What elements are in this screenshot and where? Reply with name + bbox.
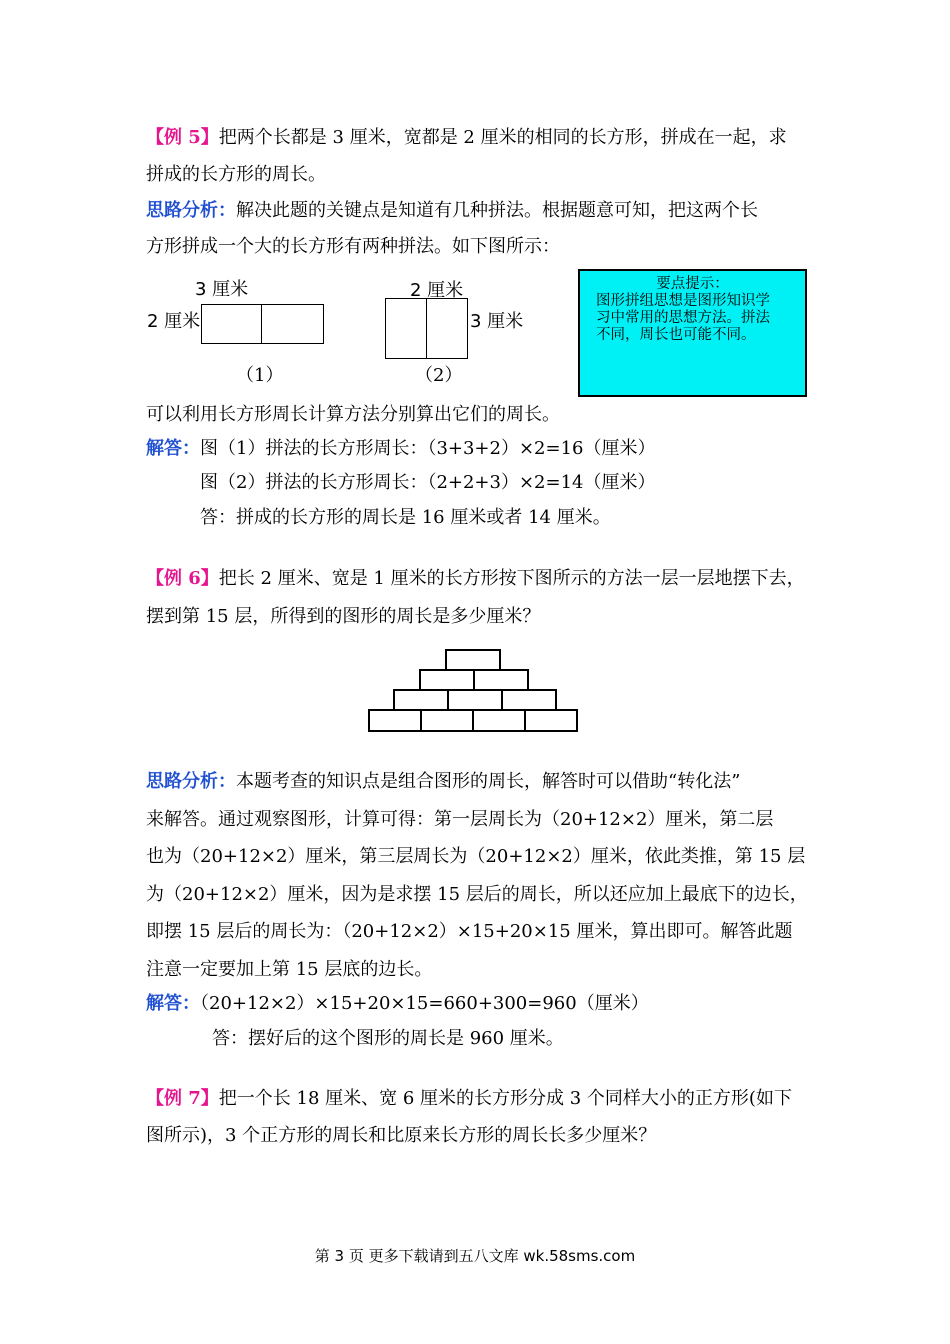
- page-footer: 第 3 页 更多下载请到五八文库 wk.58sms.com: [314, 1247, 636, 1265]
- fig1-top-label: 3 厘米: [195, 279, 249, 300]
- brick-row1: [446, 650, 500, 670]
- ex5-method-line: 可以利用长方形周长计算方法分别算出它们的周长。: [146, 404, 560, 425]
- fig1-rectangle: [201, 304, 324, 344]
- brick-row4-c: [473, 710, 525, 731]
- ex5-analysis-tag: 思路分析：: [146, 200, 236, 221]
- ex6-question-line2: 摆到第 15 层，所得到的图形的周长是多少厘米？: [146, 606, 541, 627]
- ex6-analysis-line6: 注意一定要加上第 15 层底的边长。: [146, 959, 433, 980]
- ex6-analysis-line2: 来解答。通过观察图形，计算可得：第一层周长为（20+12×2）厘米，第二层: [146, 809, 774, 830]
- ex7-question-line1: 【例 7】把一个长 18 厘米、宽 6 厘米的长方形分成 3 个同样大小的正方形(如下: [146, 1088, 792, 1109]
- ex6-answer-tag: 解答：: [146, 993, 200, 1014]
- ex6-question-line1: 【例 6】把长 2 厘米、宽是 1 厘米的长方形按下图所示的方法一层一层地摆下去，: [146, 568, 805, 589]
- brick-row4-b: [421, 710, 473, 731]
- ex6-analysis-line5: 即摆 15 层后的周长为：（20+12×2）×15+20×15 厘米，算出即可。解答此题: [146, 921, 793, 942]
- fig2-divider: [426, 298, 427, 359]
- brick-row3-b: [448, 690, 502, 710]
- ex5-answer-line2: 图（2）拼法的长方形周长：（2+2+3）×2=14（厘米）: [200, 472, 656, 493]
- ex6-analysis-line1: 思路分析：本题考查的知识点是组合图形的周长，解答时可以借助“转化法”: [146, 771, 741, 792]
- tip-line2: 习中常用的思想方法。拼法: [596, 310, 770, 326]
- ex7-tag: 【例 7】: [146, 1088, 219, 1109]
- fig2-top-label: 2 厘米: [410, 280, 464, 301]
- ex6-answer-line1: 解答：（20+12×2）×15+20×15=660+300=960（厘米）: [146, 993, 649, 1014]
- ex5-analysis-line1: 思路分析：解决此题的关键点是知道有几种拼法。根据题意可知，把这两个长: [146, 200, 758, 221]
- ex5-question-line2: 拼成的长方形的周长。: [146, 164, 326, 185]
- ex5-answer-line1: 解答：图（1）拼法的长方形周长：（3+3+2）×2=16（厘米）: [146, 438, 656, 459]
- tip-line1: 图形拼组思想是图形知识学: [596, 293, 770, 309]
- tip-line3: 不同，周长也可能不同。: [596, 327, 756, 343]
- fig1-left-label: 2 厘米: [147, 311, 201, 332]
- ex5-question-line1: 【例 5】把两个长都是 3 厘米，宽都是 2 厘米的相同的长方形，拼成在一起，求: [146, 127, 787, 148]
- ex5-tag: 【例 5】: [146, 127, 219, 148]
- brick-row3-a: [394, 690, 448, 710]
- ex7-question-line2: 图所示)，3 个正方形的周长和比原来长方形的周长长多少厘米？: [146, 1125, 657, 1146]
- brick-row2-a: [420, 670, 474, 690]
- ex5-answer-line3: 答：拼成的长方形的周长是 16 厘米或者 14 厘米。: [200, 507, 611, 528]
- ex6-analysis-line3: 也为（20+12×2）厘米，第三层周长为（20+12×2）厘米，依此类推，第 15 层: [146, 846, 806, 867]
- tip-title: 要点提示：: [656, 276, 729, 292]
- ex5-analysis-line2: 方形拼成一个大的长方形有两种拼法。如下图所示：: [146, 236, 560, 257]
- brick-row4-a: [369, 710, 421, 731]
- fig2-right-label: 3 厘米: [470, 311, 524, 332]
- fig2-caption: （2）: [415, 365, 463, 386]
- fig1-divider: [261, 304, 262, 344]
- brick-pyramid-figure: [360, 644, 586, 738]
- brick-row4-d: [525, 710, 577, 731]
- ex6-analysis-line4: 为（20+12×2）厘米，因为是求摆 15 层后的周长，所以还应加上最底下的边长，: [146, 884, 808, 905]
- fig1-caption: （1）: [236, 365, 284, 386]
- brick-row3-c: [502, 690, 556, 710]
- ex5-answer-tag: 解答：: [146, 438, 200, 459]
- ex6-tag: 【例 6】: [146, 568, 219, 589]
- ex6-analysis-tag: 思路分析：: [146, 771, 236, 792]
- ex6-answer-line2: 答：摆好后的这个图形的周长是 960 厘米。: [212, 1028, 564, 1049]
- brick-row2-b: [474, 670, 528, 690]
- tip-box: [578, 269, 807, 397]
